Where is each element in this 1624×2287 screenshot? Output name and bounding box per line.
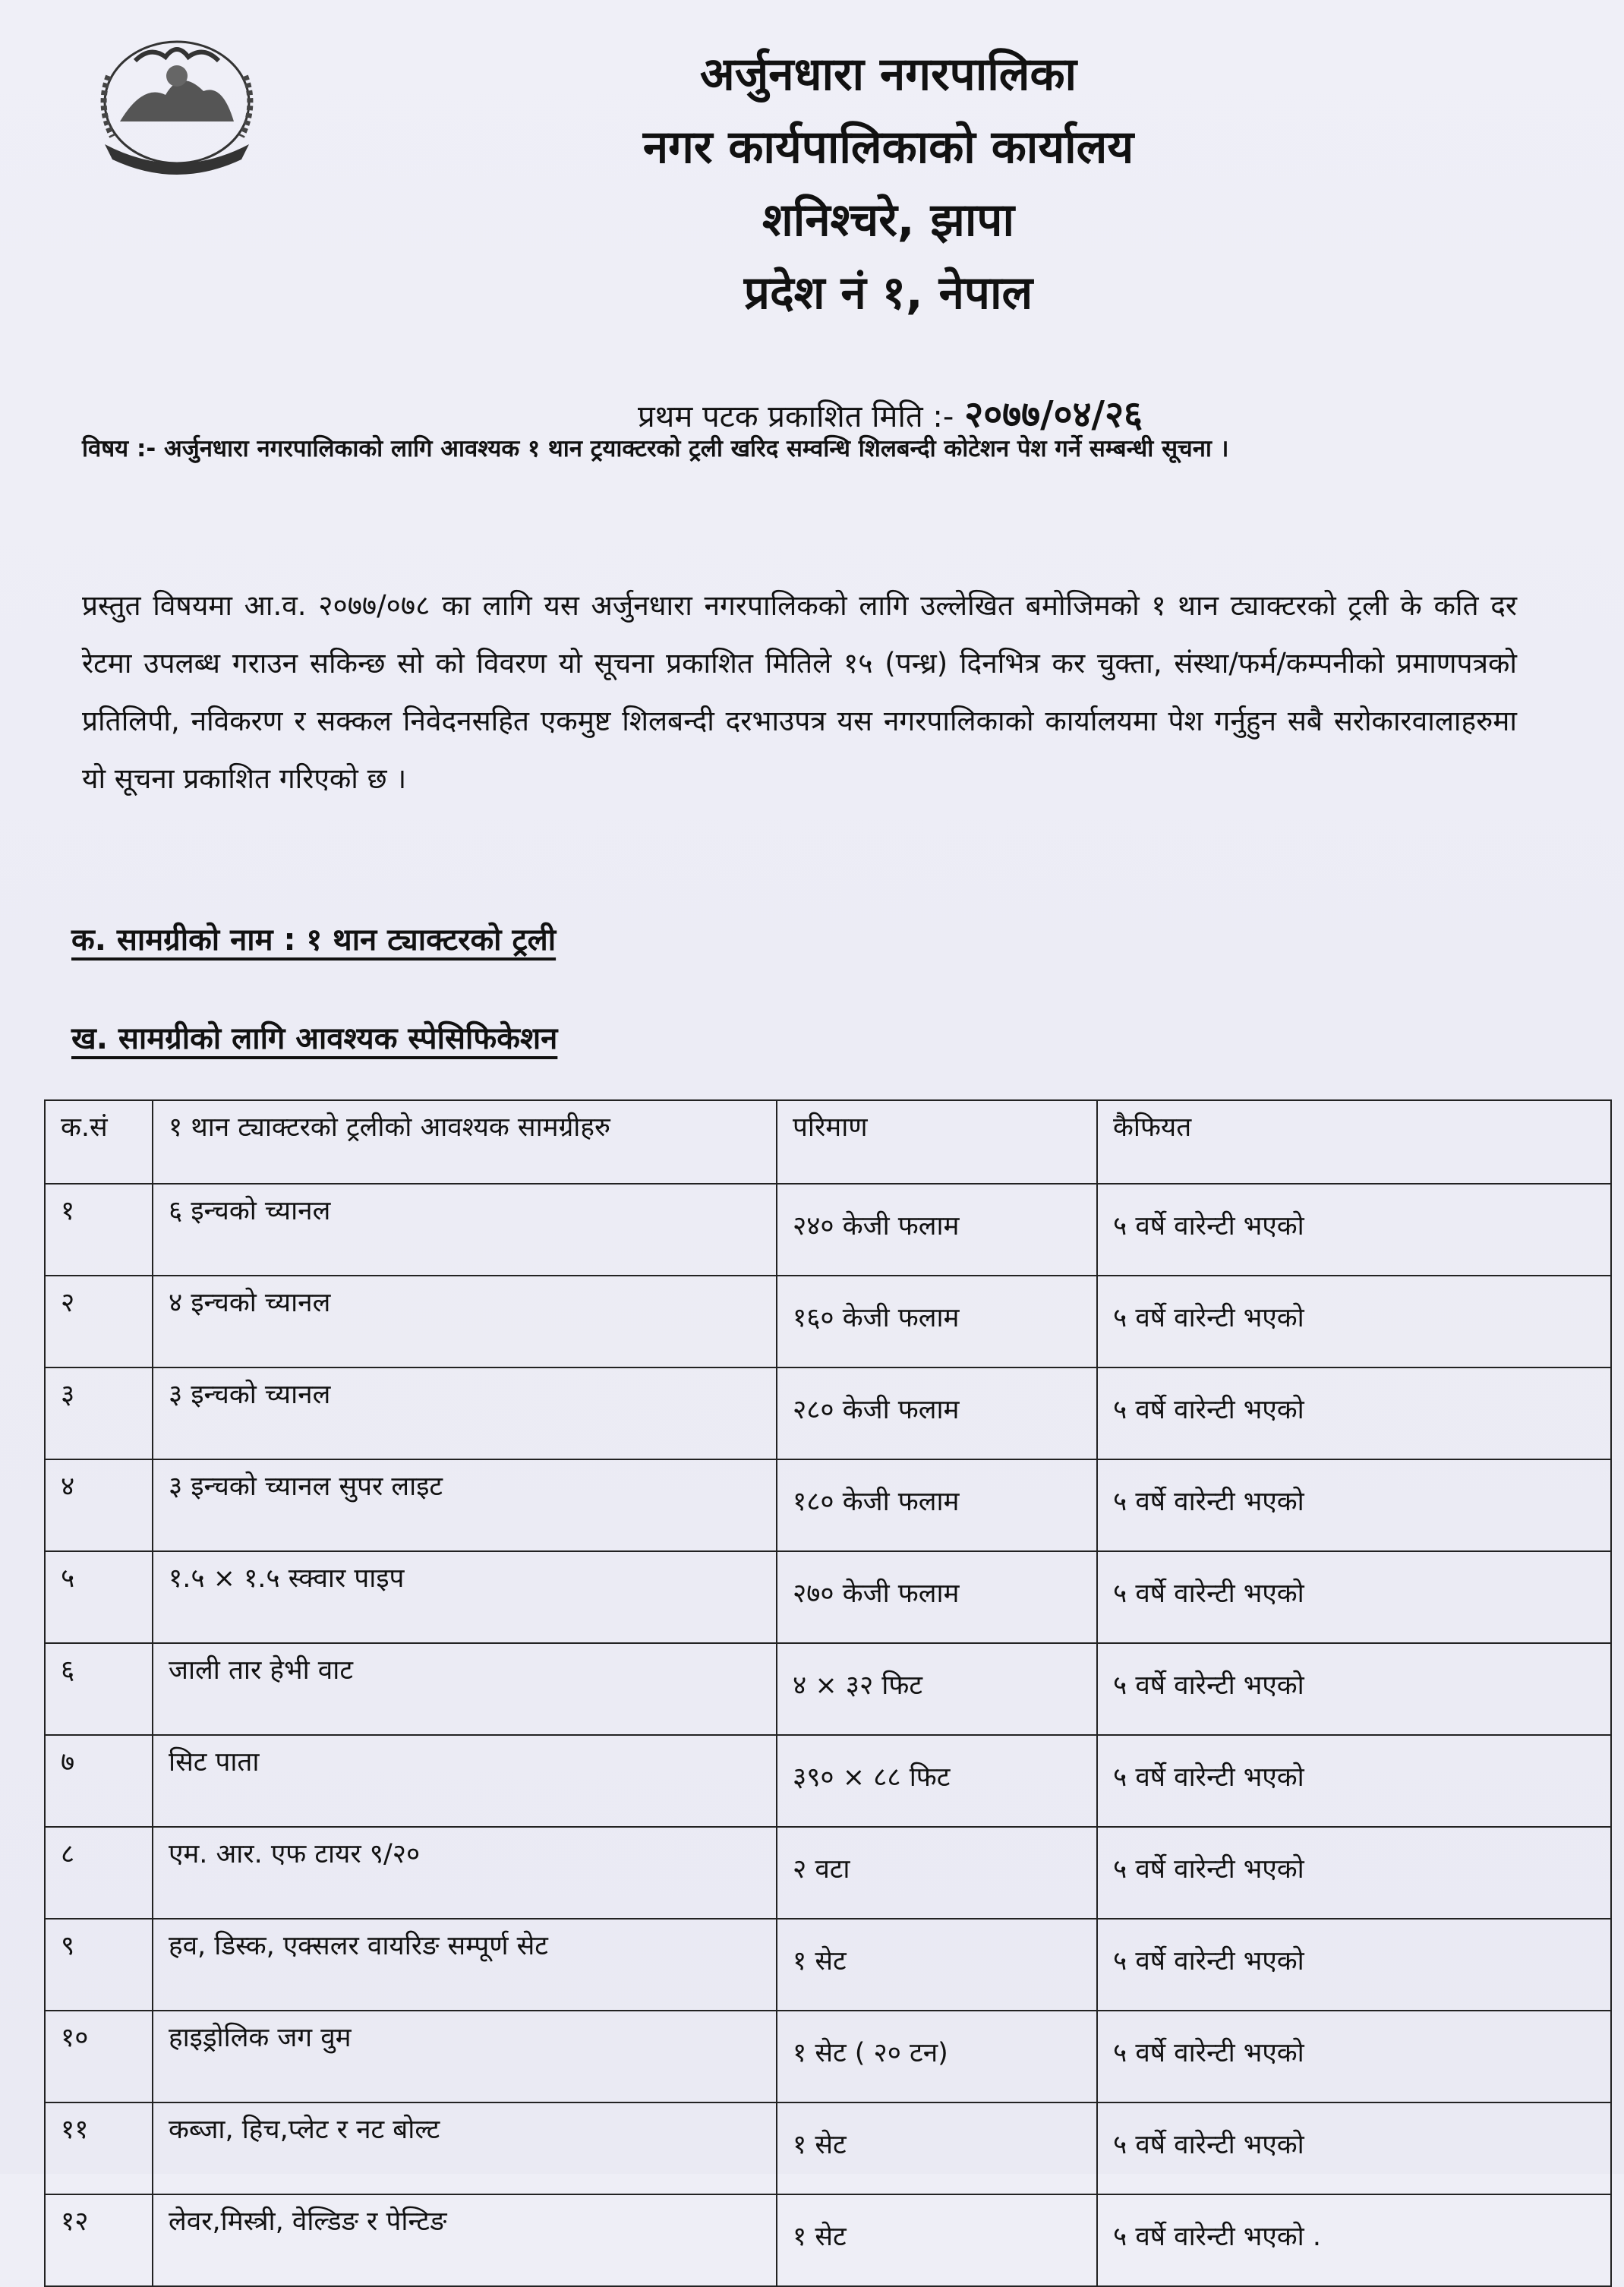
row-item: एम. आर. एफ टायर ९/२० bbox=[153, 1827, 777, 1919]
row-quantity: २८० केजी फलाम bbox=[777, 1367, 1097, 1459]
row-quantity: ३९० × ८८ फिट bbox=[777, 1735, 1097, 1827]
row-item: ३ इन्चको च्यानल bbox=[153, 1367, 777, 1459]
publication-date-label: प्रथम पटक प्रकाशित मिति :- bbox=[638, 399, 954, 434]
row-serial: २ bbox=[45, 1276, 153, 1367]
row-remarks: ५ वर्षे वारेन्टी भएको bbox=[1097, 1643, 1611, 1735]
header-remarks: कैफियत bbox=[1097, 1100, 1611, 1184]
row-item: ३ इन्चको च्यानल सुपर लाइट bbox=[153, 1459, 777, 1551]
row-remarks: ५ वर्षे वारेन्टी भएको bbox=[1097, 1919, 1611, 2011]
specification-table bbox=[44, 1099, 1612, 2287]
row-item: सिट पाता bbox=[153, 1735, 777, 1827]
table-row bbox=[45, 1827, 1611, 1919]
office-header bbox=[410, 38, 1367, 330]
row-remarks: ५ वर्षे वारेन्टी भएको bbox=[1097, 1735, 1611, 1827]
table-row bbox=[45, 1735, 1611, 1827]
nepal-government-emblem-icon bbox=[90, 30, 264, 175]
row-serial: १० bbox=[45, 2011, 153, 2102]
row-remarks: ५ वर्षे वारेन्टी भएको bbox=[1097, 2011, 1611, 2102]
row-serial: ३ bbox=[45, 1367, 153, 1459]
table-header-row bbox=[45, 1100, 1611, 1184]
row-serial: १ bbox=[45, 1184, 153, 1276]
row-remarks: ५ वर्षे वारेन्टी भएको bbox=[1097, 1459, 1611, 1551]
table-row bbox=[45, 1919, 1611, 2011]
province-country: प्रदेश नं १, नेपाल bbox=[743, 267, 1033, 320]
row-quantity: १६० केजी फलाम bbox=[777, 1276, 1097, 1367]
row-remarks: ५ वर्षे वारेन्टी भएको bbox=[1097, 2102, 1611, 2194]
row-serial: १२ bbox=[45, 2194, 153, 2286]
row-quantity: १ सेट bbox=[777, 2102, 1097, 2194]
header-quantity: परिमाण bbox=[777, 1100, 1097, 1184]
header-serial: क.सं bbox=[45, 1100, 153, 1184]
table-row bbox=[45, 2011, 1611, 2102]
row-remarks: ५ वर्षे वारेन्टी भएको bbox=[1097, 1551, 1611, 1643]
row-serial: ६ bbox=[45, 1643, 153, 1735]
row-remarks: ५ वर्षे वारेन्टी भएको bbox=[1097, 1827, 1611, 1919]
office-location: शनिश्चरे, झापा bbox=[762, 194, 1014, 247]
row-quantity: १८० केजी फलाम bbox=[777, 1459, 1097, 1551]
row-item: हाइड्रोलिक जग वुम bbox=[153, 2011, 777, 2102]
notice-subject: विषय :- अर्जुनधारा नगरपालिकाको लागि आवश्यक १ थान ट्रयाक्टरको ट्रली खरिद सम्वन्धि शिलबन्दी कोटेशन पेश गर्ने सम्बन्धी सूचना । bbox=[82, 435, 1229, 462]
section-specification: ख. सामग्रीको लागि आवश्यक स्पेसिफिकेशन bbox=[71, 1021, 558, 1056]
table-row bbox=[45, 1643, 1611, 1735]
row-quantity: ४ × ३२ फिट bbox=[777, 1643, 1097, 1735]
header-items: १ थान ट्याक्टरको ट्रलीको आवश्यक सामग्रीहरु bbox=[153, 1100, 777, 1184]
row-item: ४ इन्चको च्यानल bbox=[153, 1276, 777, 1367]
table-row bbox=[45, 2102, 1611, 2194]
row-remarks: ५ वर्षे वारेन्टी भएको bbox=[1097, 1367, 1611, 1459]
publication-date-value: २०७७/०४/२६ bbox=[964, 393, 1143, 436]
row-item: ६ इन्चको च्यानल bbox=[153, 1184, 777, 1276]
row-item: १.५ × १.५ स्क्वार पाइप bbox=[153, 1551, 777, 1643]
row-serial: ९ bbox=[45, 1919, 153, 2011]
row-remarks: ५ वर्षे वारेन्टी भएको bbox=[1097, 1276, 1611, 1367]
row-serial: ८ bbox=[45, 1827, 153, 1919]
row-serial: ७ bbox=[45, 1735, 153, 1827]
table-row bbox=[45, 1276, 1611, 1367]
row-item: लेवर,मिस्त्री, वेल्डिङ र पेन्टिङ bbox=[153, 2194, 777, 2286]
row-serial: ४ bbox=[45, 1459, 153, 1551]
office-name: नगर कार्यपालिकाको कार्यालय bbox=[642, 121, 1134, 174]
row-serial: ५ bbox=[45, 1551, 153, 1643]
table-row bbox=[45, 1184, 1611, 1276]
table-row bbox=[45, 1367, 1611, 1459]
row-quantity: १ सेट bbox=[777, 2194, 1097, 2286]
row-item: हव, डिस्क, एक्सलर वायरिङ सम्पूर्ण सेट bbox=[153, 1919, 777, 2011]
table-row bbox=[45, 2194, 1611, 2286]
row-quantity: २७० केजी फलाम bbox=[777, 1551, 1097, 1643]
table-row bbox=[45, 1551, 1611, 1643]
row-quantity: २ वटा bbox=[777, 1827, 1097, 1919]
row-quantity: १ सेट bbox=[777, 1919, 1097, 2011]
row-quantity: १ सेट ( २० टन) bbox=[777, 2011, 1097, 2102]
row-item: कब्जा, हिच,प्लेट र नट बोल्ट bbox=[153, 2102, 777, 2194]
row-serial: ११ bbox=[45, 2102, 153, 2194]
row-quantity: २४० केजी फलाम bbox=[777, 1184, 1097, 1276]
row-remarks: ५ वर्षे वारेन्टी भएको . bbox=[1097, 2194, 1611, 2286]
municipality-name: अर्जुनधारा नगरपालिका bbox=[699, 48, 1077, 101]
notice-body: प्रस्तुत विषयमा आ.व. २०७७/०७८ का लागि यस अर्जुनधारा नगरपालिकको लागि उल्लेखित बमोजिमको १ थान ट्याक्टरको ट्रली के कति दर रेटमा उपलब्ध गराउन सकिन्छ सो को विवरण यो सूचना प्रकाशित मितिले १५ (पन्ध्र) दिनभित्र कर चुक्ता, संस्था/फर्म/कम्पनीको प्रमाणपत्रको प्रतिलिपी, नविकरण र सक्कल निवेदनसहित एकमुष्ट शिलबन्दी दरभाउपत्र यस नगरपालिकाको कार्यालयमा पेश गर्नुहुन सबै सरोकारवालाहरुमा यो सूचना प्रकाशित गरिएको छ । bbox=[82, 589, 1517, 795]
row-remarks: ५ वर्षे वारेन्टी भएको bbox=[1097, 1184, 1611, 1276]
section-item-name: क. सामग्रीको नाम : १ थान ट्याक्टरको ट्रली bbox=[71, 923, 557, 957]
table-row bbox=[45, 1459, 1611, 1551]
row-item: जाली तार हेभी वाट bbox=[153, 1643, 777, 1735]
